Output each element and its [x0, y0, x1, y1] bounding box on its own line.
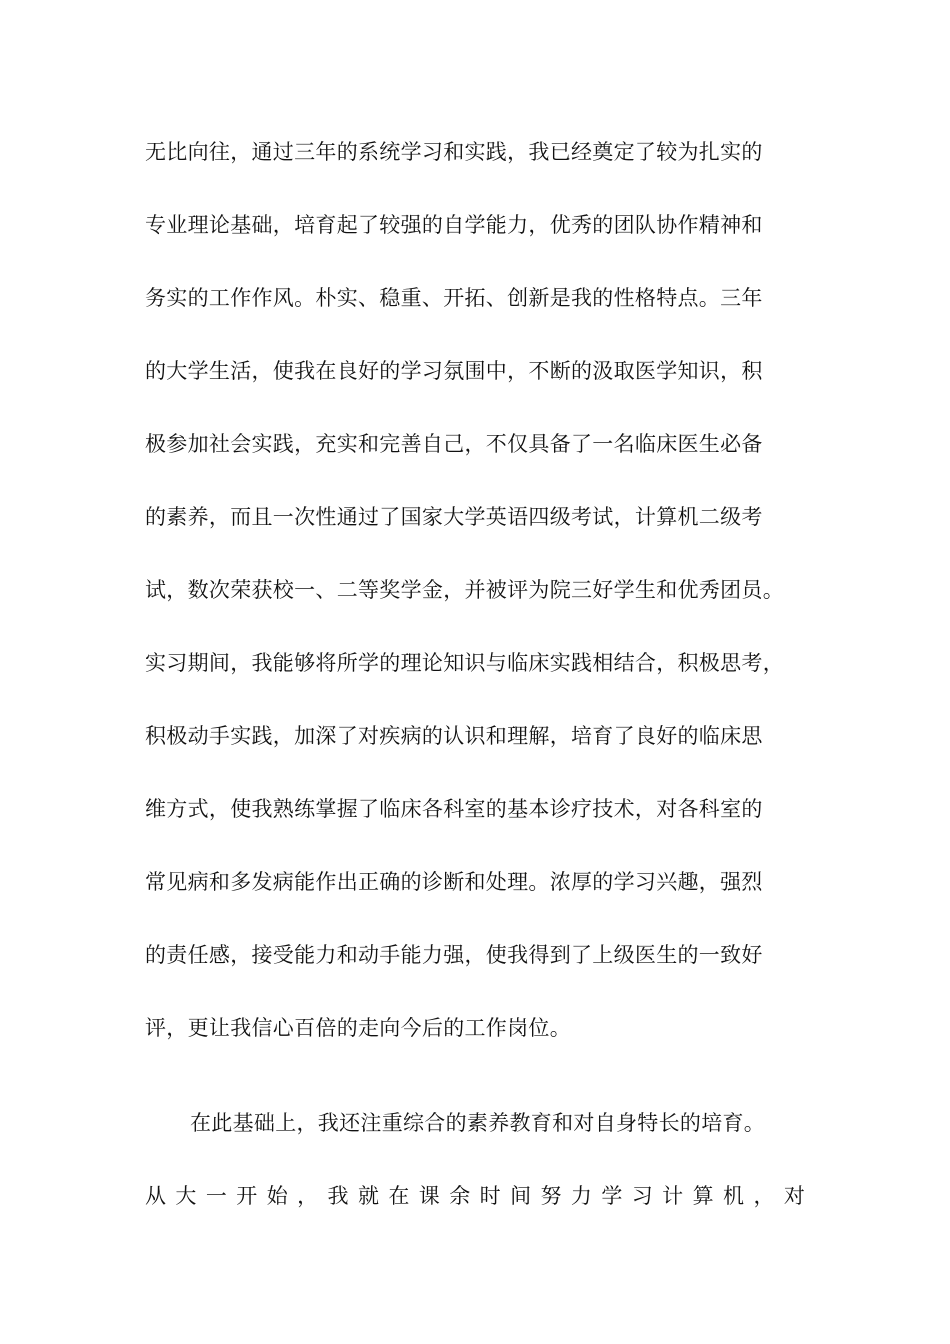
paragraph-line: 的责任感，接受能力和动手能力强，使我得到了上级医生的一致好	[145, 943, 763, 967]
paragraph-line: 极参加社会实践，充实和完善自己，不仅具备了一名临床医生必备	[145, 432, 763, 456]
paragraph-line: 的大学生活，使我在良好的学习氛围中，不断的汲取医学知识，积	[145, 359, 763, 383]
paragraph-line: 实习期间，我能够将所学的理论知识与临床实践相结合，积极思考，	[145, 651, 784, 675]
paragraph-line: 维方式，使我熟练掌握了临床各科室的基本诊疗技术，对各科室的	[145, 797, 763, 821]
paragraph-first-line: 在此基础上，我还注重综合的素养教育和对自身特长的培育。	[190, 1111, 766, 1135]
paragraph-line: 评，更让我信心百倍的走向今后的工作岗位。	[145, 1016, 571, 1040]
paragraph-line: 积极动手实践，加深了对疾病的认识和理解，培育了良好的临床思	[145, 724, 763, 748]
paragraph-line: 的素养，而且一次性通过了国家大学英语四级考试，计算机二级考	[145, 505, 763, 529]
paragraph-line: 专业理论基础，培育起了较强的自学能力，优秀的团队协作精神和	[145, 213, 763, 237]
paragraph-line: 无比向往，通过三年的系统学习和实践，我已经奠定了较为扎实的	[145, 140, 763, 164]
paragraph-line: 试，数次荣获校一、二等奖学金，并被评为院三好学生和优秀团员。	[145, 578, 784, 602]
paragraph-line: 从 大 一 开 始 ， 我 就 在 课 余 时 间 努 力 学 习 计 算 机 ， 对	[145, 1184, 805, 1208]
paragraph-line: 常见病和多发病能作出正确的诊断和处理。浓厚的学习兴趣，强烈	[145, 870, 763, 894]
paragraph-line: 务实的工作作风。朴实、稳重、开拓、创新是我的性格特点。三年	[145, 286, 763, 310]
